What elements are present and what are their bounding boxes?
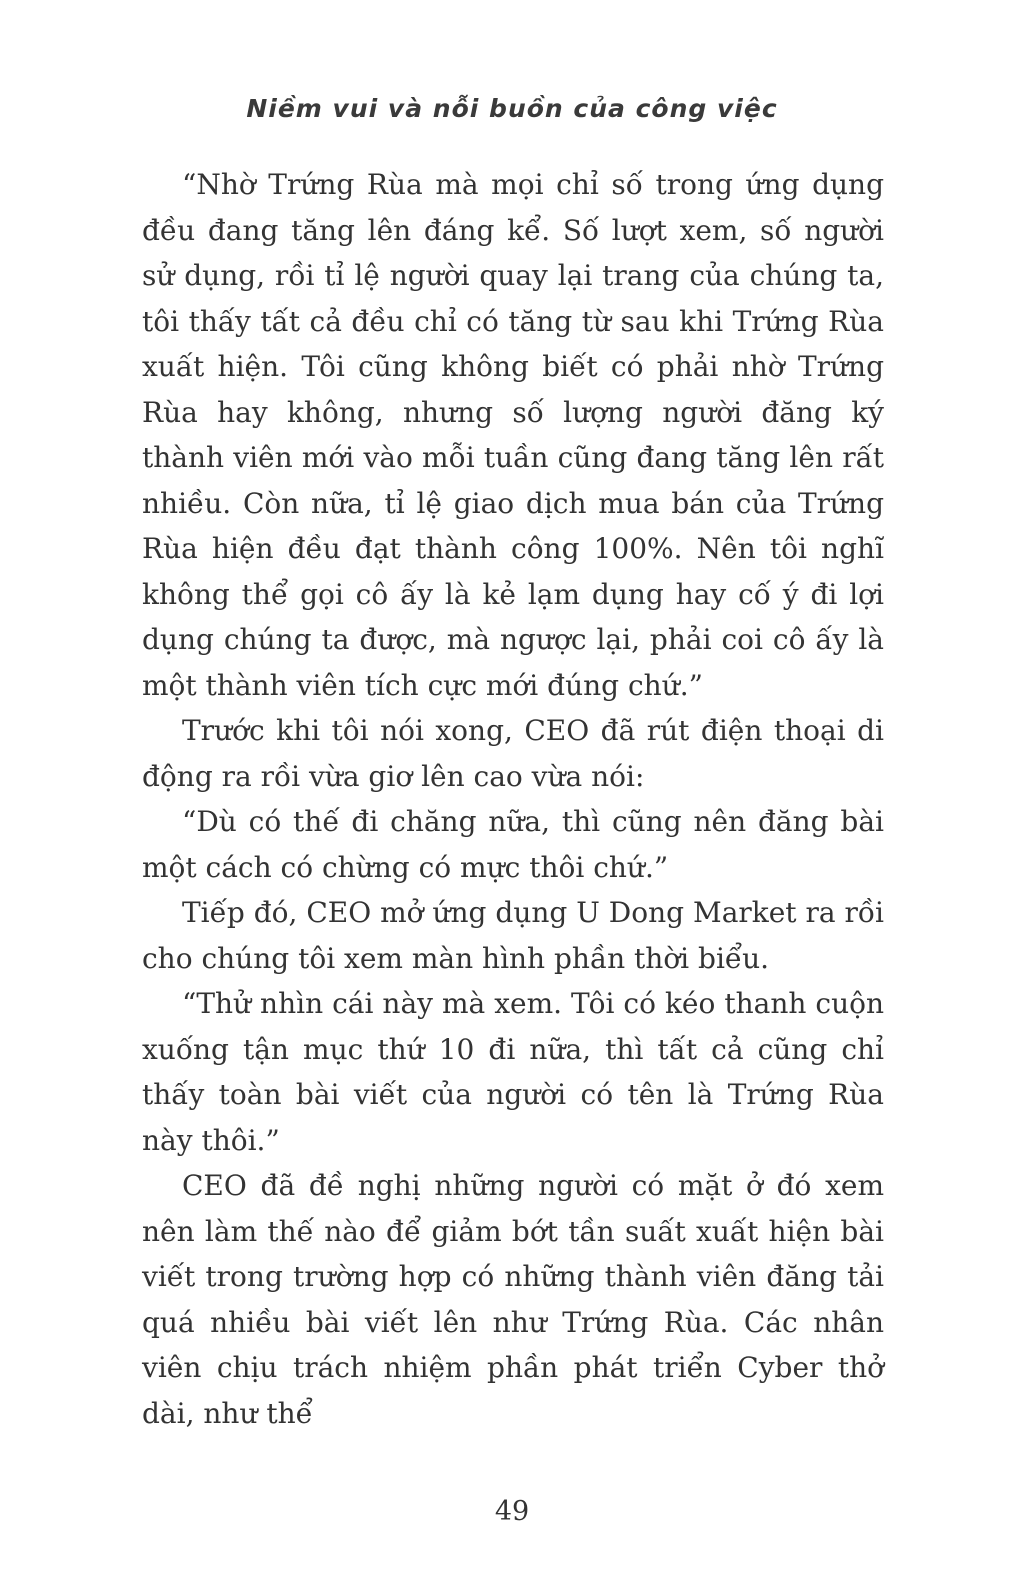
paragraph: “Dù có thế đi chăng nữa, thì cũng nên đăng bài một cách có chừng có mực thôi chứ.”: [142, 805, 884, 884]
page-number: 49: [494, 1496, 530, 1527]
paragraph: CEO đã đề nghị những người có mặt ở đó xem nên làm thế nào để giảm bớt tần suất xuất hiện bài viết trong trường hợp có những thành viên đăng tải quá nhiều bài viết lên như Trứng Rùa. Các nhân viên chịu trách nhiệm phần phát triển Cyber thở dài, như thể: [142, 1169, 884, 1430]
paragraph: “Thử nhìn cái này mà xem. Tôi có kéo thanh cuộn xuống tận mục thứ 10 đi nữa, thì tất cả cũng chỉ thấy toàn bài viết của người có tên là Trứng Rùa này thôi.”: [142, 987, 884, 1157]
paragraph: Trước khi tôi nói xong, CEO đã rút điện thoại di động ra rồi vừa giơ lên cao vừa nói:: [142, 714, 884, 793]
page-body: [142, 162, 884, 1436]
paragraph: Tiếp đó, CEO mở ứng dụng U Dong Market ra rồi cho chúng tôi xem màn hình phần thời biểu.: [142, 896, 884, 975]
paragraph: “Nhờ Trứng Rùa mà mọi chỉ số trong ứng dụng đều đang tăng lên đáng kể. Số lượt xem, số người sử dụng, rồi tỉ lệ người quay lại trang của chúng ta, tôi thấy tất cả đều chỉ có tăng từ sau khi Trứng Rùa xuất hiện. Tôi cũng không biết có phải nhờ Trứng Rùa hay không, nhưng số lượng người đăng ký thành viên mới vào mỗi tuần cũng đang tăng lên rất nhiều. Còn nữa, tỉ lệ giao dịch mua bán của Trứng Rùa hiện đều đạt thành công 100%. Nên tôi nghĩ không thể gọi cô ấy là kẻ lạm dụng hay cố ý đi lợi dụng chúng ta được, mà ngược lại, phải coi cô ấy là một thành viên tích cực mới đúng chứ.”: [142, 168, 884, 702]
running-header: Niềm vui và nỗi buồn của công việc: [246, 94, 778, 123]
